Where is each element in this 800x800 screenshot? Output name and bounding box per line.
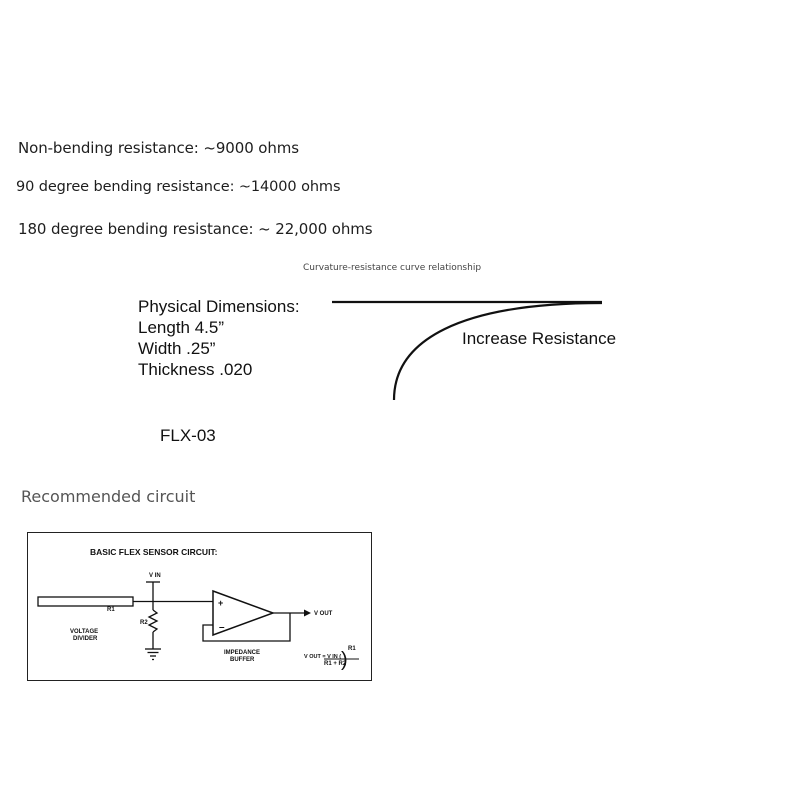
flex-sensor-bar (38, 597, 133, 606)
vout-label: V OUT (314, 611, 333, 617)
ground-icon (145, 649, 161, 660)
resistor-r2 (149, 610, 157, 632)
dimension-thickness: Thickness .020 (138, 360, 253, 379)
voltage-divider-label-1: VOLTAGE (70, 629, 99, 635)
output-arrow-icon (304, 610, 311, 617)
svg-text:–: – (219, 622, 225, 633)
circuit-title: BASIC FLEX SENSOR CIRCUIT: (90, 547, 218, 557)
impedance-buffer-label-1: IMPEDANCE (224, 650, 261, 656)
dimension-width: Width .25” (138, 339, 216, 358)
non-bending-resistance-text: Non-bending resistance: ~9000 ohms (18, 139, 300, 157)
circuit-heading: Recommended circuit (21, 487, 196, 506)
svg-text:+: + (218, 598, 224, 608)
dimensions-heading: Physical Dimensions: (138, 297, 300, 316)
dimension-length: Length 4.5” (138, 318, 225, 337)
increase-resistance-label: Increase Resistance (462, 329, 617, 348)
r2-label: R2 (140, 620, 148, 626)
voltage-divider-label-2: DIVIDER (73, 636, 98, 642)
formula-numerator: R1 (348, 646, 356, 652)
model-label: FLX-03 (160, 426, 216, 445)
circuit-diagram (27, 532, 372, 681)
vin-label: V IN (149, 573, 161, 579)
svg-text:): ) (341, 649, 348, 671)
vout-formula: V OUT = V IN ( (304, 654, 342, 660)
bend-90-resistance-text: 90 degree bending resistance: ~14000 ohms (16, 179, 341, 195)
impedance-buffer-label-2: BUFFER (230, 657, 255, 663)
bend-180-resistance-text: 180 degree bending resistance: ~ 22,000 ohms (18, 220, 373, 238)
formula-denominator: R1 + R2 (324, 661, 347, 667)
r1-label: R1 (107, 607, 115, 613)
curve-caption: Curvature-resistance curve relationship (303, 263, 482, 273)
bent-sensor-curve (394, 303, 602, 400)
